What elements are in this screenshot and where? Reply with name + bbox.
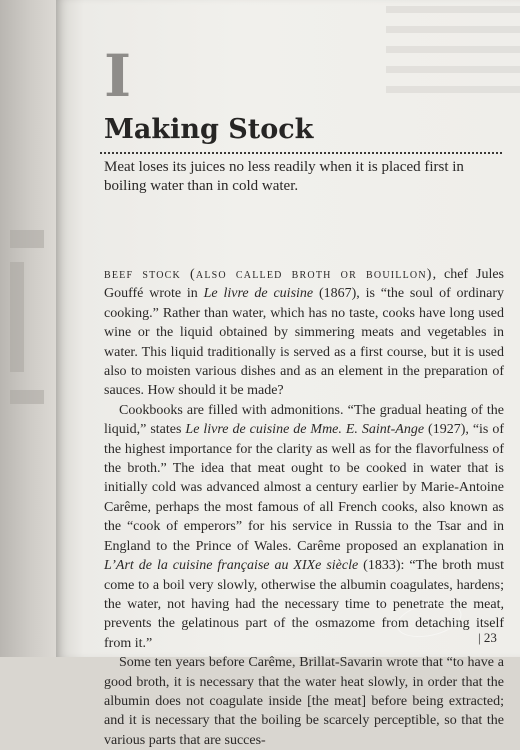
paragraph — [104, 653, 504, 750]
text-run: (1867), is “the soul of ordinary cooking.” Rather than water, which has no taste, cooks have long used wine or the liquid obtained by simmering meats and vegetables in water. This liquid traditionally is served as a first course, but it is used also to moisten various dishes and as an element in the preparation of sauces. How should it be made? — [104, 286, 504, 399]
text-run: Cookbooks are filled with admonitions. “The gradual heating of the liquid,” states — [104, 402, 504, 438]
dotted-rule — [100, 152, 502, 154]
text-run: (1927), “is of the highest importance for the clarity as well as for the flavorfulness of the broth.” The idea that meat ought to be cooked in water that is initially cold was advanced almost a century earlier by Marie-Antoine Carême, perhaps the most famous of all French cooks, also known as the “cook of emperors” for his service in Russia to the Tsar and in England to the Prince of Wales. Carême proposed an explanation in — [104, 422, 504, 554]
facing-page-print-bleed — [10, 390, 44, 404]
text-run: (1833): “The broth must come to a boil very slowly, otherwise the albumin coagulates, hardens; the water, not having had the necessary time to penetrate the meat, prevents the gelatinous part of the osmazome from detaching itself from it.” — [104, 558, 504, 651]
show-through-line — [386, 66, 520, 73]
text-run: Some ten years before Carême, Brillat-Savarin wrote that “to have a good broth, it is necessary that the water heat slowly, in order that the albumin does not coagulate inside [the meat] before being extracted; and it is necessary that the boiling be scarcely perceptible, so that the various parts that are succes- — [104, 655, 504, 748]
page-number: | 23 — [478, 630, 497, 645]
show-through-line — [386, 46, 520, 53]
chapter-title: Making Stock — [104, 114, 314, 145]
chapter-number: I — [104, 42, 133, 110]
facing-page-print-bleed — [10, 262, 24, 372]
show-through-line — [386, 26, 520, 33]
show-through-line — [386, 86, 520, 93]
text-run: , chef Jules Gouffé wrote in — [104, 267, 504, 302]
show-through-line — [386, 6, 520, 13]
paragraph — [104, 265, 504, 401]
facing-page-edge — [0, 0, 56, 657]
book-title: L’Art de la cuisine française au XIXe siècle — [104, 558, 359, 574]
book-title: Le livre de cuisine — [203, 286, 314, 302]
facing-page-print-bleed — [10, 230, 44, 248]
body-text — [104, 265, 504, 750]
epigraph: Meat loses its juices no less readily when it is placed first in boiling water than in cold water. — [104, 159, 464, 194]
lead-in-smallcaps: beef stock (also called broth or bouillon) — [104, 267, 433, 282]
book-title: Le livre de cuisine de Mme. E. Saint-Ange — [185, 422, 425, 438]
